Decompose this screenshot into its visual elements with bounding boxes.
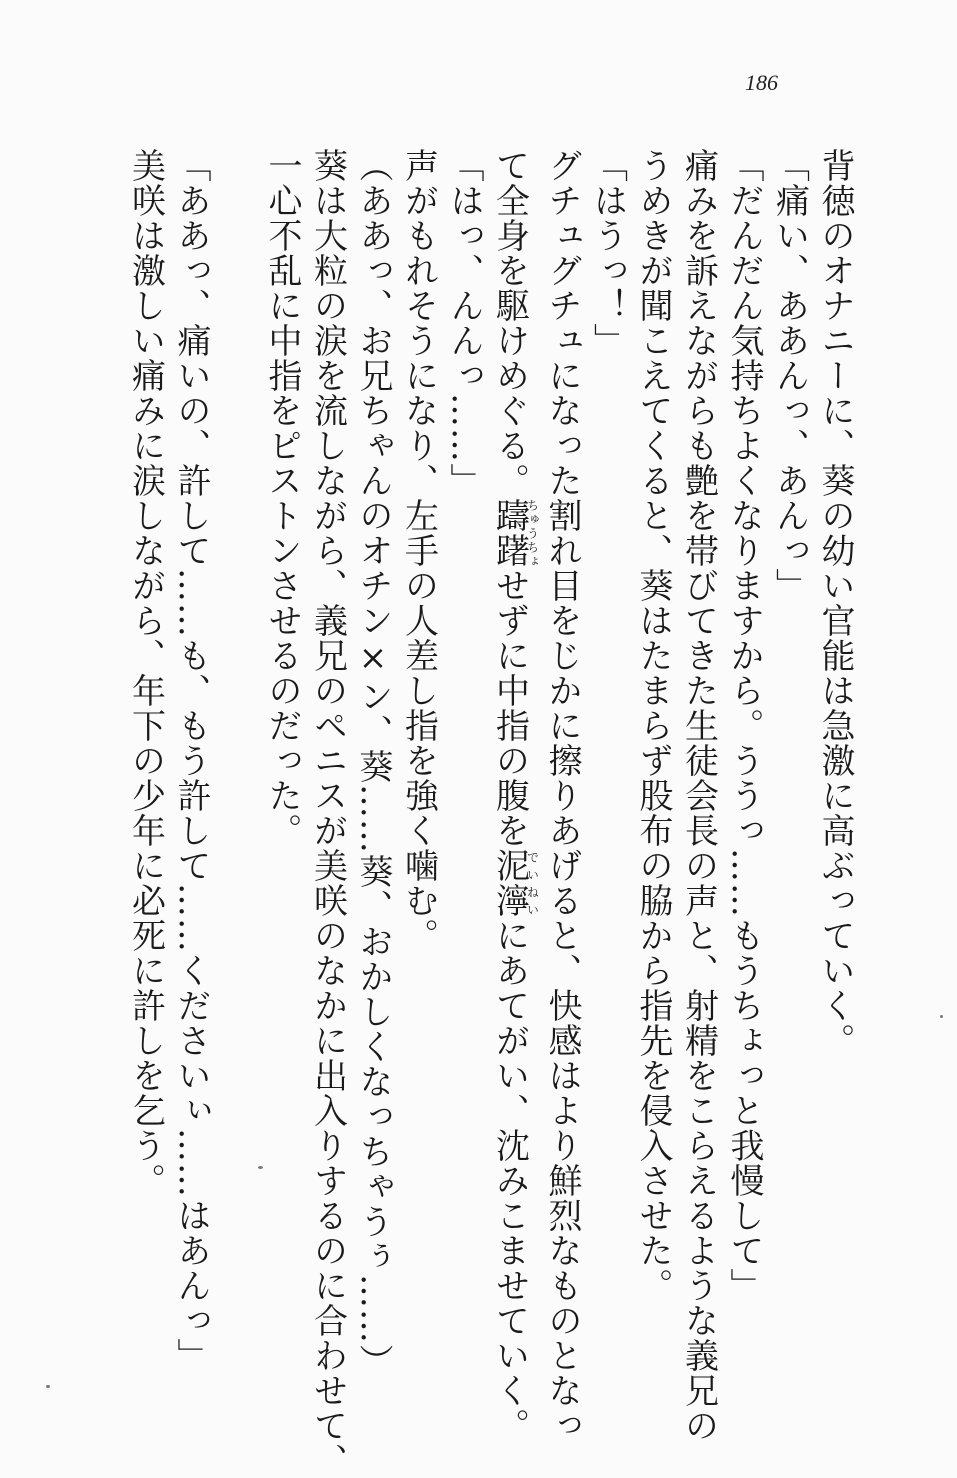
text-line-2: 「痛い、ああんっ、あんっ」	[769, 148, 810, 603]
ruby-word-1	[489, 498, 540, 568]
ruby-word-2	[489, 848, 540, 918]
text-line-12: 葵は大粒の涙を流しながら、義兄のペニスが美咲のなかに出入りするのに合わせて、	[307, 148, 348, 1478]
text-line-15: 美咲は激しい痛みに涙しながら、年下の少年に必死に許しを乞う。	[125, 148, 166, 1198]
ruby-reading-2: でいねい	[525, 848, 540, 918]
text-line-9: 「はっ、んんっ……」	[444, 148, 484, 498]
text-line-7: グチュグチュになった割れ目をじかに擦りあげると、快感はより鮮烈なものとなっ	[542, 148, 582, 1443]
ruby-base-1: 躊躇	[489, 498, 530, 568]
text-line-5: うめきが聞こえてくると、葵はたまらず股布の脇から指先を侵入させた。	[633, 148, 673, 1303]
text-line-13: 一心不乱に中指をピストンさせるのだった。	[262, 148, 302, 848]
ruby-base-2: 泥濘	[489, 848, 530, 918]
text-line-6: 「はうっ！」	[587, 148, 628, 358]
text-line-3: 「だんだん気持ちよくなりますから。ううっ……もうちょっと我慢して」	[724, 148, 764, 1303]
ruby-reading-1: ちゅうちょ	[525, 498, 540, 568]
text-line-8-part-1: て全身を駆けめぐる。	[489, 148, 530, 498]
text-line-10: 声がもれそうになり、左手の人差し指を強く噛む。	[398, 148, 439, 953]
text-line-1: 背徳のオナニーに、葵の幼い官能は急激に高ぶっていく。	[815, 148, 855, 1058]
text-line-4: 痛みを訴えながらも艶を帯びてきた生徒会長の声と、射精をこらえるような義兄の	[678, 148, 719, 1443]
page-number: 186	[745, 70, 778, 95]
text-line-8	[486, 148, 540, 1443]
text-line-8-part-2: せずに中指の腹を	[489, 568, 530, 848]
scan-speck	[258, 1166, 263, 1169]
scan-speck	[940, 1015, 943, 1018]
blank-line	[213, 148, 259, 1378]
text-line-11: （ああっ、お兄ちゃんのオチン×ン、葵……葵、おかしくなっちゃうぅ……）	[353, 148, 393, 1379]
text-line-14: 「ああっ、痛いの、許して……も、もう許して……くださいぃ……はあんっ」	[171, 148, 211, 1373]
novel-text-column	[122, 148, 857, 1478]
scan-speck	[46, 1385, 50, 1388]
text-line-8-part-3: にあてがい、沈みこませていく。	[489, 918, 530, 1443]
